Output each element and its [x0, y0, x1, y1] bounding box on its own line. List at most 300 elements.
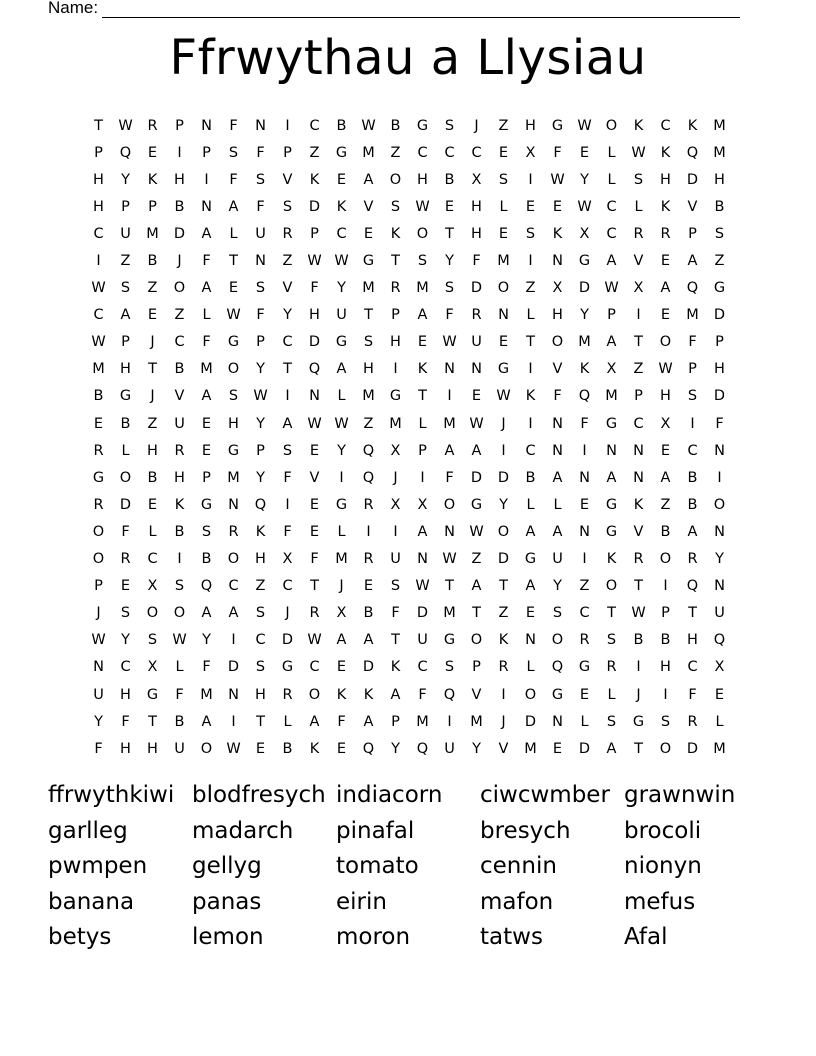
grid-row: [85, 518, 733, 545]
grid-letter: W: [631, 605, 646, 622]
word-list-item: ciwcwmber: [480, 782, 610, 808]
grid-letter: O: [551, 334, 564, 351]
grid-letter: K: [363, 686, 374, 703]
grid-letter: K: [336, 198, 347, 215]
grid-letter: I: [366, 523, 371, 540]
grid-letter: P: [175, 117, 184, 134]
grid-letter: U: [552, 551, 563, 568]
grid-letter: L: [715, 713, 724, 730]
grid-letter: H: [660, 171, 671, 188]
grid-letter: S: [174, 578, 185, 595]
name-field[interactable]: [48, 0, 740, 18]
grid-letter: N: [552, 442, 563, 459]
grid-letter: N: [498, 307, 509, 324]
grid-letter: N: [444, 361, 455, 378]
grid-letter: R: [606, 659, 617, 676]
grid-letter: S: [255, 280, 266, 297]
grid-letter: S: [498, 171, 509, 188]
grid-letter: E: [552, 198, 563, 215]
grid-letter: P: [121, 198, 130, 215]
grid-letter: R: [93, 496, 104, 513]
grid-letter: P: [202, 469, 211, 486]
grid-letter: P: [634, 388, 643, 405]
grid-letter: F: [553, 144, 562, 161]
grid-letter: A: [336, 632, 347, 649]
grid-letter: O: [497, 280, 510, 297]
grid-letter: W: [361, 117, 376, 134]
grid-letter: V: [471, 686, 482, 703]
grid-letter: I: [636, 659, 641, 676]
grid-letter: E: [309, 442, 320, 459]
grid-row: [85, 112, 733, 139]
grid-letter: O: [200, 740, 213, 757]
grid-letter: N: [201, 117, 212, 134]
grid-letter: K: [309, 171, 320, 188]
grid-letter: I: [447, 388, 452, 405]
grid-letter: H: [309, 307, 320, 324]
grid-letter: S: [444, 117, 455, 134]
grid-letter: U: [93, 686, 104, 703]
grid-letter: N: [552, 415, 563, 432]
grid-letter: E: [147, 144, 158, 161]
grid-letter: G: [443, 632, 456, 649]
grid-letter: I: [528, 253, 533, 270]
grid-letter: U: [417, 632, 428, 649]
grid-letter: E: [498, 144, 509, 161]
grid-letter: N: [633, 469, 644, 486]
grid-letter: O: [119, 469, 132, 486]
grid-letter: C: [579, 605, 590, 622]
grid-letter: M: [92, 361, 105, 378]
grid-letter: C: [174, 334, 185, 351]
grid-letter: T: [310, 578, 319, 595]
grid-letter: E: [309, 523, 320, 540]
grid-letter: Y: [256, 361, 265, 378]
grid-letter: E: [336, 171, 347, 188]
grid-letter: F: [445, 469, 454, 486]
word-list-item: indiacorn: [336, 782, 443, 808]
grid-letter: E: [309, 496, 320, 513]
grid-letter: R: [363, 496, 374, 513]
grid-letter: Y: [472, 740, 481, 757]
grid-letter: E: [201, 415, 212, 432]
grid-letter: E: [660, 442, 671, 459]
grid-letter: R: [120, 551, 131, 568]
grid-letter: F: [310, 551, 319, 568]
grid-letter: S: [390, 198, 401, 215]
grid-letter: A: [417, 307, 428, 324]
grid-letter: D: [686, 171, 699, 188]
word-list-item: madarch: [192, 817, 294, 844]
grid-letter: X: [336, 605, 347, 622]
grid-letter: A: [201, 225, 212, 242]
word-list-item: cennin: [480, 853, 557, 879]
grid-letter: X: [552, 280, 563, 297]
grid-letter: A: [606, 740, 617, 757]
grid-letter: J: [150, 334, 155, 351]
grid-letter: U: [336, 307, 347, 324]
grid-letter: P: [121, 334, 130, 351]
grid-letter: W: [496, 388, 511, 405]
grid-letter: L: [418, 415, 427, 432]
grid-letter: E: [417, 334, 428, 351]
grid-letter: S: [120, 605, 131, 622]
grid-letter: Q: [362, 442, 375, 459]
grid-letter: L: [337, 523, 346, 540]
grid-letter: F: [715, 415, 724, 432]
grid-letter: P: [607, 307, 616, 324]
grid-row: [85, 220, 733, 247]
grid-letter: C: [660, 117, 671, 134]
grid-letter: Y: [256, 415, 265, 432]
grid-letter: H: [471, 198, 482, 215]
grid-letter: L: [526, 307, 535, 324]
grid-letter: W: [442, 334, 457, 351]
grid-row: [85, 166, 733, 193]
page-title: Ffrwythau a Llysiau: [169, 30, 647, 86]
grid-letter: A: [552, 523, 563, 540]
grid-row: [85, 573, 733, 600]
grid-letter: Y: [715, 551, 724, 568]
grid-letter: L: [553, 496, 562, 513]
grid-letter: M: [524, 740, 537, 757]
word-list-item: brocoli: [624, 817, 702, 844]
grid-letter: X: [606, 361, 617, 378]
grid-letter: P: [688, 361, 697, 378]
grid-letter: C: [282, 578, 293, 595]
grid-letter: F: [688, 686, 697, 703]
grid-letter: T: [364, 307, 373, 324]
grid-letter: Z: [525, 280, 536, 297]
grid-letter: M: [200, 686, 213, 703]
grid-letter: W: [307, 632, 322, 649]
grid-letter: Q: [362, 469, 375, 486]
grid-letter: G: [227, 442, 240, 459]
grid-letter: B: [633, 632, 644, 649]
grid-letter: D: [578, 280, 591, 297]
grid-letter: D: [308, 198, 321, 215]
grid-letter: P: [418, 442, 427, 459]
grid-letter: A: [201, 713, 212, 730]
grid-letter: V: [633, 253, 644, 270]
grid-letter: F: [202, 334, 211, 351]
grid-letter: Y: [391, 740, 400, 757]
grid-letter: G: [605, 523, 618, 540]
grid-row: [85, 356, 733, 383]
grid-letter: X: [147, 659, 158, 676]
word-list-item: pwmpen: [48, 853, 148, 879]
grid-letter: P: [283, 144, 292, 161]
grid-letter: B: [687, 469, 698, 486]
word-search-grid: [85, 112, 733, 762]
grid-letter: Q: [686, 280, 699, 297]
grid-letter: Z: [498, 117, 509, 134]
grid-letter: R: [390, 280, 401, 297]
grid-letter: T: [634, 740, 643, 757]
grid-letter: P: [148, 198, 157, 215]
grid-letter: Q: [686, 144, 699, 161]
grid-letter: E: [579, 686, 590, 703]
grid-letter: A: [606, 253, 617, 270]
grid-letter: S: [444, 659, 455, 676]
grid-letter: P: [472, 659, 481, 676]
grid-letter: I: [285, 496, 290, 513]
grid-letter: U: [714, 605, 725, 622]
grid-letter: C: [255, 632, 266, 649]
grid-letter: P: [94, 144, 103, 161]
grid-letter: N: [228, 496, 239, 513]
grid-letter: A: [201, 280, 212, 297]
grid-letter: N: [444, 523, 455, 540]
grid-letter: E: [336, 740, 347, 757]
grid-letter: G: [578, 659, 591, 676]
grid-letter: G: [335, 334, 348, 351]
grid-letter: D: [308, 334, 321, 351]
grid-letter: J: [177, 253, 182, 270]
word-list-item: bresych: [480, 817, 571, 844]
grid-letter: G: [551, 117, 564, 134]
grid-letter: Q: [551, 659, 564, 676]
grid-letter: A: [687, 523, 698, 540]
grid-letter: I: [501, 686, 506, 703]
grid-letter: S: [633, 171, 644, 188]
grid-letter: V: [363, 198, 374, 215]
grid-letter: R: [363, 551, 374, 568]
grid-letter: E: [363, 578, 374, 595]
grid-letter: R: [633, 225, 644, 242]
grid-letter: N: [525, 632, 536, 649]
grid-letter: I: [393, 523, 398, 540]
grid-letter: G: [389, 388, 402, 405]
grid-letter: R: [282, 225, 293, 242]
grid-letter: Q: [443, 686, 456, 703]
grid-letter: R: [471, 307, 482, 324]
grid-letter: G: [497, 361, 510, 378]
grid-letter: K: [390, 225, 401, 242]
word-list-item: mefus: [624, 888, 696, 915]
grid-letter: S: [390, 578, 401, 595]
grid-letter: R: [147, 117, 158, 134]
grid-letter: E: [498, 334, 509, 351]
grid-letter: M: [389, 415, 402, 432]
grid-letter: H: [552, 307, 563, 324]
grid-letter: J: [501, 415, 506, 432]
grid-letter: A: [201, 388, 212, 405]
grid-letter: V: [633, 523, 644, 540]
grid-letter: G: [362, 253, 375, 270]
grid-letter: N: [417, 551, 428, 568]
grid-letter: J: [339, 578, 344, 595]
grid-letter: C: [120, 659, 131, 676]
grid-letter: S: [255, 659, 266, 676]
grid-letter: F: [418, 686, 427, 703]
grid-letter: P: [391, 713, 400, 730]
grid-letter: W: [604, 280, 619, 297]
grid-letter: I: [231, 713, 236, 730]
grid-letter: C: [525, 442, 536, 459]
grid-letter: I: [204, 171, 209, 188]
grid-letter: M: [416, 280, 429, 297]
grid-letter: O: [173, 280, 186, 297]
grid-letter: M: [497, 253, 510, 270]
grid-row: [85, 708, 733, 735]
grid-letter: E: [498, 225, 509, 242]
word-list-item: banana: [48, 888, 135, 915]
grid-row: [85, 302, 733, 329]
grid-letter: R: [687, 713, 698, 730]
grid-letter: A: [363, 713, 374, 730]
grid-letter: E: [660, 253, 671, 270]
grid-letter: E: [255, 740, 266, 757]
grid-letter: G: [605, 415, 618, 432]
grid-row: [85, 247, 733, 274]
grid-letter: O: [470, 632, 483, 649]
grid-letter: B: [714, 198, 725, 215]
grid-letter: L: [607, 171, 616, 188]
grid-letter: F: [283, 469, 292, 486]
word-list-item: grawnwin: [624, 782, 736, 808]
grid-letter: N: [606, 442, 617, 459]
grid-letter: C: [633, 415, 644, 432]
word-list-item: tatws: [480, 924, 543, 950]
grid-letter: V: [552, 361, 563, 378]
grid-letter: Y: [121, 171, 130, 188]
grid-letter: R: [498, 659, 509, 676]
grid-letter: N: [579, 523, 590, 540]
grid-letter: F: [310, 280, 319, 297]
grid-letter: M: [200, 361, 213, 378]
grid-letter: A: [471, 578, 482, 595]
grid-letter: A: [417, 523, 428, 540]
grid-letter: E: [714, 686, 725, 703]
grid-letter: R: [309, 605, 320, 622]
grid-letter: E: [525, 605, 536, 622]
grid-letter: W: [226, 307, 241, 324]
grid-letter: G: [146, 686, 159, 703]
grid-letter: M: [443, 605, 456, 622]
grid-letter: X: [390, 442, 401, 459]
grid-letter: H: [228, 415, 239, 432]
grid-letter: C: [309, 659, 320, 676]
grid-letter: Z: [660, 496, 671, 513]
grid-letter: B: [660, 523, 671, 540]
grid-letter: N: [714, 578, 725, 595]
grid-letter: F: [283, 523, 292, 540]
grid-letter: B: [201, 551, 212, 568]
grid-letter: G: [524, 551, 537, 568]
grid-letter: Z: [174, 307, 185, 324]
grid-letter: A: [471, 442, 482, 459]
grid-letter: K: [579, 361, 590, 378]
grid-letter: O: [497, 523, 510, 540]
grid-letter: O: [308, 686, 321, 703]
grid-letter: G: [281, 659, 294, 676]
word-list-item: panas: [192, 888, 262, 915]
grid-letter: O: [605, 117, 618, 134]
grid-letter: A: [228, 198, 239, 215]
grid-letter: F: [229, 117, 238, 134]
grid-letter: T: [634, 578, 643, 595]
grid-letter: P: [715, 334, 724, 351]
grid-letter: L: [607, 686, 616, 703]
grid-letter: I: [393, 361, 398, 378]
grid-letter: S: [147, 632, 158, 649]
grid-letter: S: [660, 713, 671, 730]
grid-letter: M: [686, 307, 699, 324]
grid-letter: W: [658, 361, 673, 378]
grid-letter: A: [282, 415, 293, 432]
grid-letter: W: [118, 117, 133, 134]
grid-letter: K: [147, 171, 158, 188]
grid-letter: F: [391, 605, 400, 622]
grid-letter: B: [147, 253, 158, 270]
grid-letter: K: [633, 496, 644, 513]
grid-letter: X: [390, 496, 401, 513]
grid-letter: S: [714, 225, 725, 242]
name-line[interactable]: [102, 1, 740, 18]
grid-letter: Y: [337, 442, 346, 459]
grid-letter: P: [256, 334, 265, 351]
grid-letter: W: [226, 740, 241, 757]
grid-letter: I: [636, 307, 641, 324]
grid-letter: J: [501, 713, 506, 730]
grid-letter: I: [528, 361, 533, 378]
word-list-item: Afal: [624, 924, 668, 950]
grid-letter: N: [714, 442, 725, 459]
grid-letter: I: [501, 442, 506, 459]
grid-letter: L: [634, 198, 643, 215]
grid-letter: Z: [471, 551, 482, 568]
grid-letter: D: [416, 605, 429, 622]
grid-letter: N: [255, 117, 266, 134]
grid-letter: Q: [254, 496, 267, 513]
grid-letter: M: [470, 713, 483, 730]
grid-letter: S: [363, 334, 374, 351]
grid-letter: H: [255, 551, 266, 568]
grid-letter: F: [202, 253, 211, 270]
grid-letter: C: [93, 225, 104, 242]
grid-letter: A: [606, 469, 617, 486]
grid-letter: A: [525, 523, 536, 540]
grid-letter: T: [148, 713, 157, 730]
grid-letter: W: [550, 171, 565, 188]
grid-letter: W: [91, 632, 106, 649]
grid-letter: C: [417, 659, 428, 676]
grid-letter: V: [282, 171, 293, 188]
grid-row: [85, 410, 733, 437]
grid-letter: L: [607, 144, 616, 161]
grid-row: [85, 275, 733, 302]
grid-letter: K: [174, 496, 185, 513]
grid-row: [85, 383, 733, 410]
grid-letter: H: [660, 659, 671, 676]
grid-letter: W: [631, 144, 646, 161]
grid-row: [85, 464, 733, 491]
grid-row: [85, 627, 733, 654]
grid-letter: A: [336, 361, 347, 378]
grid-letter: Y: [499, 496, 508, 513]
grid-letter: T: [391, 253, 400, 270]
grid-letter: C: [336, 225, 347, 242]
grid-letter: F: [202, 659, 211, 676]
grid-letter: W: [253, 388, 268, 405]
grid-letter: W: [415, 198, 430, 215]
grid-letter: C: [687, 659, 698, 676]
grid-letter: B: [93, 388, 104, 405]
grid-letter: Z: [498, 605, 509, 622]
grid-letter: C: [309, 117, 320, 134]
word-list-item: mafon: [480, 888, 554, 915]
